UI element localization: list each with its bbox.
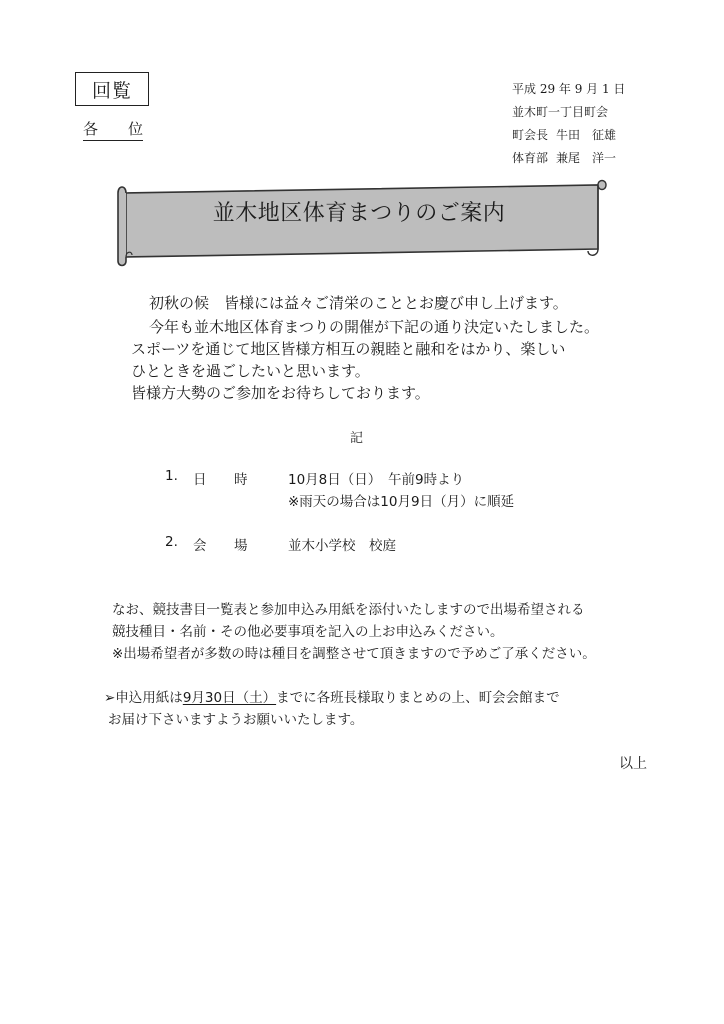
sender-sports-dept bbox=[512, 149, 616, 166]
body-line-4: ひとときを過ごしたいと思います。 bbox=[131, 362, 370, 380]
notes-line-2: 競技種目・名前・その他必要事項を記入の上お申込みください。 bbox=[112, 624, 504, 640]
notes-line-5: お届け下さいますようお願いいたします。 bbox=[108, 712, 364, 728]
deadline-date: 9月30日（土） bbox=[182, 690, 277, 706]
addressee-first: 各 bbox=[83, 120, 99, 138]
item-1-number: 1. bbox=[165, 468, 178, 484]
item-2-label-b: 場 bbox=[234, 538, 248, 554]
circulation-label: 回覧 bbox=[91, 79, 132, 102]
deadline-line bbox=[104, 686, 560, 706]
item-1-rain-note: ※雨天の場合は10月9日（月）に順延 bbox=[288, 494, 515, 510]
item-2-label-a: 会 bbox=[193, 538, 207, 554]
closing-word: 以上 bbox=[619, 756, 647, 772]
addressee-second: 位 bbox=[128, 120, 144, 138]
item-1-label-b: 時 bbox=[234, 472, 248, 488]
sports-name: 兼尾 洋一 bbox=[556, 151, 617, 165]
body-line-2: 今年も並木地区体育まつりの開催が下記の通り決定いたしました。 bbox=[149, 318, 600, 336]
chair-name: 牛田 征雄 bbox=[556, 128, 617, 142]
sports-title: 体育部 bbox=[512, 151, 549, 165]
body-line-1: 初秋の候 皆様には益々ご清栄のこととお慶び申し上げます。 bbox=[149, 294, 568, 312]
notes-line-1: なお、競技書目一覧表と参加申込み用紙を添付いたしますので出場希望される bbox=[112, 602, 585, 618]
item-1-datetime: 10月8日（日） 午前9時より bbox=[288, 472, 465, 488]
record-heading: 記 bbox=[350, 431, 364, 446]
body-line-5: 皆様方大勢のご参加をお待ちしております。 bbox=[131, 384, 430, 402]
addressee bbox=[83, 118, 143, 141]
sender-organization: 並木町一丁目町会 bbox=[512, 105, 609, 119]
notes-line-3: ※出場希望者が多数の時は種目を調整させて頂きますので予めご了承ください。 bbox=[112, 646, 596, 662]
chair-title: 町会長 bbox=[512, 128, 549, 142]
sender-chair bbox=[512, 126, 616, 143]
deadline-suffix: までに各班長様取りまとめの上、町会会館まで bbox=[276, 690, 560, 706]
deadline-prefix: ➢申込用紙は bbox=[104, 690, 183, 706]
item-2-venue: 並木小学校 校庭 bbox=[288, 538, 396, 554]
issue-date: 平成 29 年 9 月 1 日 bbox=[512, 82, 626, 96]
body-line-3: スポーツを通じて地区皆様方相互の親睦と融和をはかり、楽しい bbox=[131, 340, 566, 358]
event-title: 並木地区体育まつりのご案内 bbox=[212, 201, 506, 226]
circulation-stamp-box bbox=[75, 72, 149, 106]
item-1-label-a: 日 bbox=[193, 472, 207, 488]
item-2-number: 2. bbox=[165, 534, 178, 550]
